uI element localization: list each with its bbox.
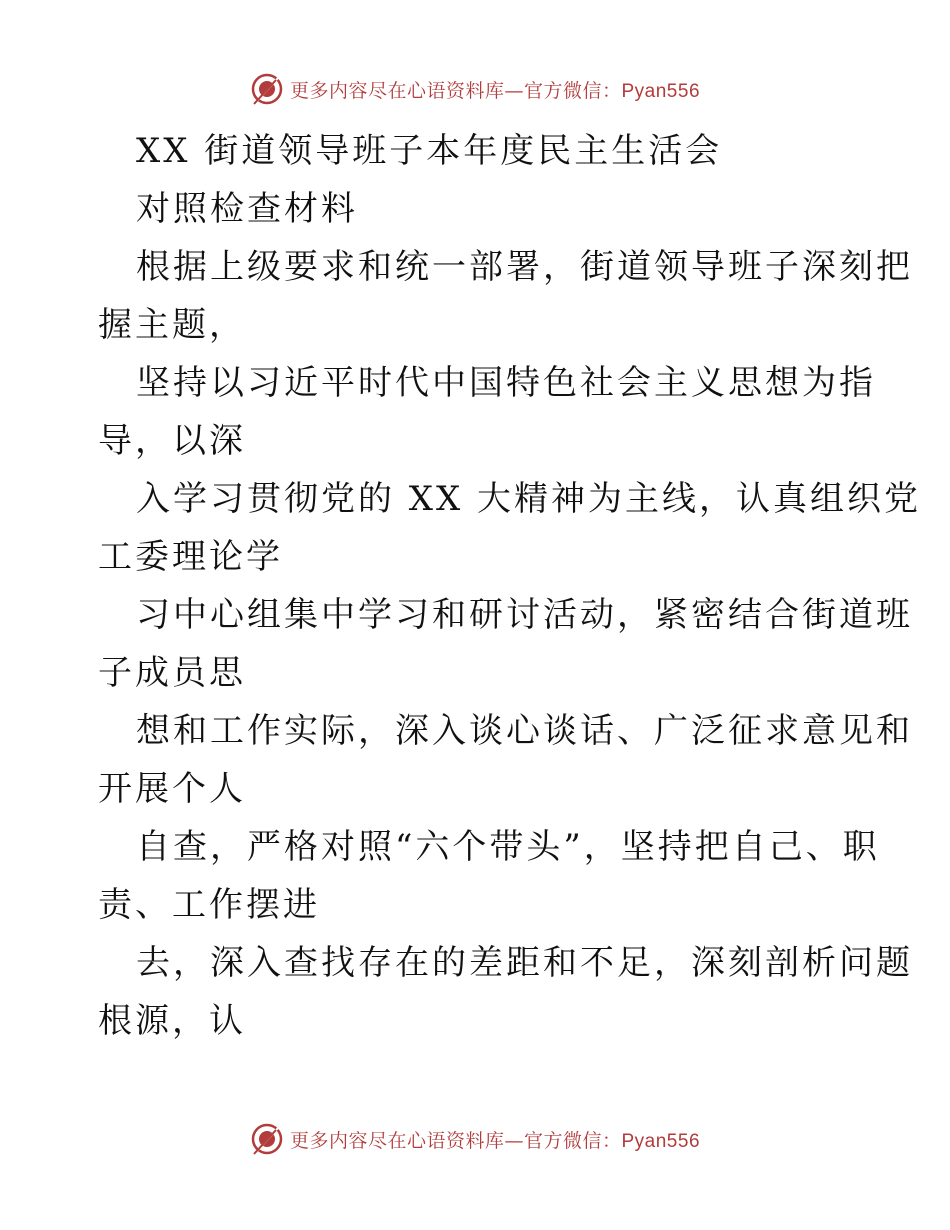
- doc-line: 子成员思: [98, 653, 246, 693]
- doc-line: 自查，严格对照“六个带头”，坚持把自己、职: [136, 827, 880, 867]
- doc-line: 习中心组集中学习和研讨活动，紧密结合街道班: [136, 595, 913, 635]
- doc-line: 入学习贯彻党的 XX 大精神为主线，认真组织党: [136, 479, 922, 519]
- doc-line: 握主题，: [98, 305, 246, 345]
- header-watermark-banner: [0, 72, 950, 106]
- banner: [250, 72, 700, 106]
- banner-text: 更多内容尽在心语资料库—官方微信：Pyan556: [289, 1129, 701, 1152]
- wechat-id: Pyan556: [621, 80, 701, 102]
- doc-line: 根源，认: [98, 1001, 246, 1041]
- doc-line: 责、工作摆进: [98, 885, 320, 925]
- doc-line: 根据上级要求和统一部署，街道领导班子深刻把: [136, 247, 913, 287]
- document-body: [98, 122, 922, 1050]
- doc-line: 工委理论学: [98, 537, 283, 577]
- doc-line: 导，以深: [98, 421, 246, 461]
- doc-line: 去，深入查找存在的差距和不足，深刻剖析问题: [136, 943, 913, 983]
- doc-line: 开展个人: [98, 769, 246, 809]
- doc-line: 坚持以习近平时代中国特色社会主义思想为指: [136, 363, 876, 403]
- quill-logo-icon: [250, 1122, 284, 1156]
- wechat-id: Pyan556: [621, 1130, 701, 1152]
- doc-title-line: XX 街道领导班子本年度民主生活会: [136, 131, 723, 171]
- doc-line: 想和工作实际，深入谈心谈话、广泛征求意见和: [136, 711, 913, 751]
- doc-subtitle-line: 对照检查材料: [136, 189, 358, 229]
- banner-text: 更多内容尽在心语资料库—官方微信：Pyan556: [289, 79, 701, 102]
- banner: [250, 1122, 700, 1156]
- footer-watermark-banner: [0, 1122, 950, 1156]
- quill-logo-icon: [250, 72, 284, 106]
